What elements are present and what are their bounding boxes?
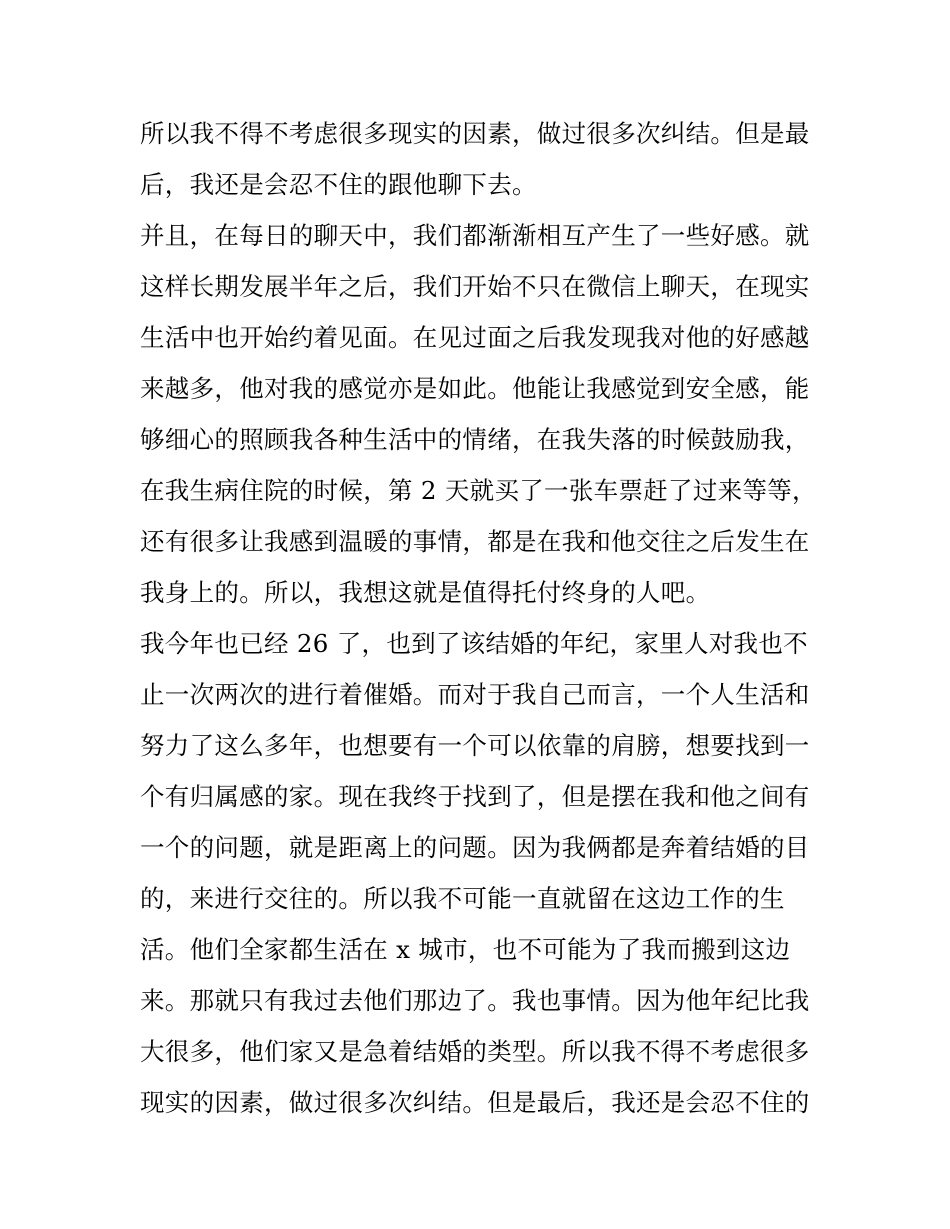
text-line: 这样长期发展半年之后，我们开始不只在微信上聊天，在现实 bbox=[140, 272, 810, 301]
text-line: 够细心的照顾我各种生活中的情绪，在我失落的时候鼓励我， bbox=[140, 425, 810, 454]
text-line: 我身上的。所以，我想这就是值得托付终身的人吧。 bbox=[140, 578, 711, 607]
text-line: 一个的问题，就是距离上的问题。因为我俩都是奔着结婚的目 bbox=[140, 833, 810, 862]
text-line: 所以我不得不考虑很多现实的因素，做过很多次纠结。但是最 bbox=[140, 119, 810, 148]
text-line: 我今年也已经 26 了，也到了该结婚的年纪，家里人对我也不 bbox=[140, 629, 808, 658]
text-line: 后，我还是会忍不住的跟他聊下去。 bbox=[140, 170, 537, 199]
text-line: 现实的因素，做过很多次纠结。但是最后，我还是会忍不住的 bbox=[140, 1088, 810, 1117]
text-line: 努力了这么多年，也想要有一个可以依靠的肩膀，想要找到一 bbox=[140, 731, 810, 760]
text-line: 来。那就只有我过去他们那边了。我也事情。因为他年纪比我 bbox=[140, 986, 810, 1015]
text-line: 来越多，他对我的感觉亦是如此。他能让我感觉到安全感，能 bbox=[140, 374, 810, 403]
text-line: 并且，在每日的聊天中，我们都渐渐相互产生了一些好感。就 bbox=[140, 221, 810, 250]
body-text bbox=[140, 108, 820, 1128]
text-line: 活。他们全家都生活在 x 城市，也不可能为了我而搬到这边 bbox=[140, 935, 791, 964]
text-line: 的，来进行交往的。所以我不可能一直就留在这边工作的生 bbox=[140, 884, 785, 913]
text-line: 止一次两次的进行着催婚。而对于我自己而言，一个人生活和 bbox=[140, 680, 810, 709]
text-line: 还有很多让我感到温暖的事情，都是在我和他交往之后发生在 bbox=[140, 527, 810, 556]
text-line: 生活中也开始约着见面。在见过面之后我发现我对他的好感越 bbox=[140, 323, 810, 352]
text-line: 个有归属感的家。现在我终于找到了，但是摆在我和他之间有 bbox=[140, 782, 810, 811]
text-line: 在我生病住院的时候，第 2 天就买了一张车票赶了过来等等， bbox=[140, 476, 817, 505]
text-line: 大很多，他们家又是急着结婚的类型。所以我不得不考虑很多 bbox=[140, 1037, 810, 1066]
